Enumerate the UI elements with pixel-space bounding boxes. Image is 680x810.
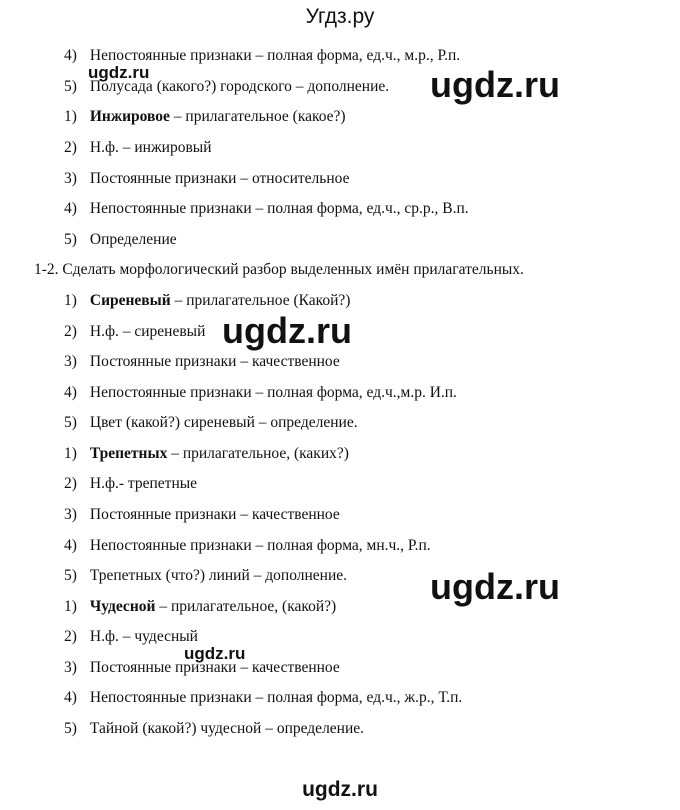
item-text: Полусада (какого?) городского – дополнение. — [89, 78, 390, 95]
item-number: 4) — [64, 689, 77, 706]
list-item — [64, 291, 350, 311]
list-item — [64, 474, 197, 494]
item-number: 1) — [64, 108, 77, 125]
item-term: Чудесной — [89, 598, 156, 615]
item-term: Инжировое — [89, 108, 170, 125]
watermark: ugdz.ru — [88, 63, 150, 82]
list-item — [64, 413, 358, 433]
list-item — [64, 199, 469, 219]
item-number: 4) — [64, 384, 77, 401]
list-item — [64, 719, 364, 739]
list-item — [64, 383, 457, 403]
list-item — [64, 688, 462, 708]
list-item — [64, 505, 340, 525]
item-term: Трепетных — [89, 445, 168, 462]
item-number: 5) — [64, 567, 77, 584]
list-item — [64, 627, 198, 647]
item-text: Трепетных (что?) линий – дополнение. — [89, 567, 348, 584]
item-text: Н.ф.- трепетные — [89, 475, 198, 492]
item-term: Сиреневый — [89, 292, 171, 309]
list-item — [64, 107, 346, 127]
item-number: 3) — [64, 170, 77, 187]
item-number: 5) — [64, 720, 77, 737]
list-item — [64, 352, 340, 372]
watermark: ugdz.ru — [184, 644, 246, 663]
item-text: Н.ф. – чудесный — [89, 628, 198, 645]
item-number: 3) — [64, 659, 77, 676]
list-item — [64, 138, 211, 158]
item-text: Тайной (какой?) чудесной – определение. — [89, 720, 365, 737]
list-item — [64, 230, 177, 250]
watermark: ugdz.ru — [430, 566, 560, 607]
item-text: Постоянные признаки – качественное — [89, 506, 340, 523]
list-item — [64, 322, 205, 342]
site-title: Угдз.ру — [305, 5, 375, 28]
task-number: 1-2. — [34, 261, 59, 278]
item-text: Постоянные признаки – относительное — [89, 170, 350, 187]
item-number: 2) — [64, 475, 77, 492]
list-item — [64, 169, 349, 189]
task-text: Сделать морфологический разбор выделенных имён прилагательных. — [62, 261, 524, 278]
item-number: 3) — [64, 353, 77, 370]
item-number: 5) — [64, 231, 77, 248]
item-number: 3) — [64, 506, 77, 523]
item-number: 5) — [64, 414, 77, 431]
list-item — [64, 566, 347, 586]
item-text: – прилагательное, (какой?) — [155, 598, 337, 615]
item-text: Постоянные признаки – качественное — [89, 353, 340, 370]
item-text: – прилагательное (какое?) — [169, 108, 346, 125]
item-text: Непостоянные признаки – полная форма, мн.ч., Р.п. — [89, 537, 431, 554]
item-number: 4) — [64, 537, 77, 554]
item-number: 5) — [64, 78, 77, 95]
item-text: Непостоянные признаки – полная форма, ед.ч., ср.р., В.п. — [89, 200, 469, 217]
watermark: ugdz.ru — [430, 64, 560, 105]
item-number: 4) — [64, 47, 77, 64]
item-number: 2) — [64, 628, 77, 645]
footer-watermark: ugdz.ru — [302, 778, 378, 801]
item-text: Непостоянные признаки – полная форма, ед.ч., ж.р., Т.п. — [89, 689, 463, 706]
list-item — [64, 597, 336, 617]
watermark: ugdz.ru — [222, 310, 352, 351]
item-number: 1) — [64, 598, 77, 615]
item-text: Постоянные признаки – качественное — [89, 659, 340, 676]
item-number: 2) — [64, 139, 77, 156]
item-text: Непостоянные признаки – полная форма, ед.ч., м.р., Р.п. — [89, 47, 461, 64]
item-text: Н.ф. – сиреневый — [89, 323, 206, 340]
item-text: – прилагательное (Какой?) — [170, 292, 351, 309]
item-text: Определение — [89, 231, 177, 248]
item-number: 1) — [64, 292, 77, 309]
item-text: Непостоянные признаки – полная форма, ед.ч.,м.р. И.п. — [89, 384, 457, 401]
list-item — [64, 536, 431, 556]
item-text: – прилагательное, (каких?) — [167, 445, 349, 462]
task-heading — [34, 260, 524, 280]
list-item — [64, 444, 349, 464]
item-number: 1) — [64, 445, 77, 462]
item-number: 2) — [64, 323, 77, 340]
item-text: Н.ф. – инжировый — [89, 139, 212, 156]
item-text: Цвет (какой?) сиреневый – определение. — [89, 414, 358, 431]
item-number: 4) — [64, 200, 77, 217]
